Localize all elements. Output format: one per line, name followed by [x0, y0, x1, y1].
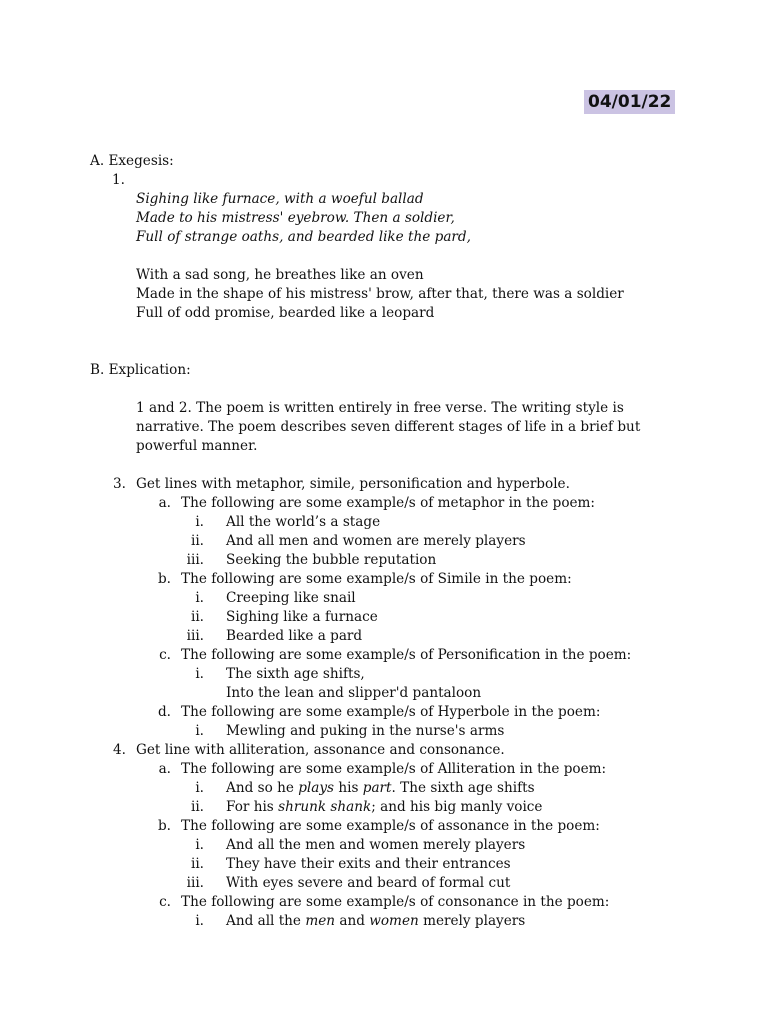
outline-subitem [90, 570, 690, 589]
outline-example [90, 589, 690, 608]
outline-example [90, 836, 690, 855]
outline-subitem-number: a. [158, 495, 171, 511]
outline-subitem [90, 760, 690, 779]
outline-example-text: And all the men and women merely players [226, 913, 526, 929]
outline-example [90, 874, 690, 893]
section-a-heading: A. Exegesis: [90, 153, 174, 169]
outline-example [90, 608, 690, 627]
outline-example-number: ii. [190, 856, 204, 872]
outline-subitem-number: a. [158, 761, 171, 777]
paraphrase-line: With a sad song, he breathes like an oven [136, 267, 424, 283]
outline-example [90, 912, 690, 931]
outline-example-text: Seeking the bubble reputation [226, 552, 437, 568]
outline-example [90, 665, 690, 684]
outline-example-number: ii. [190, 799, 204, 815]
outline-example-number: i. [195, 780, 204, 796]
outline-item [90, 741, 690, 760]
outline-subitem-text: The following are some example/s of Hyperbole in the poem: [181, 704, 601, 720]
outline-example [90, 855, 690, 874]
outline-subitem-number: c. [159, 894, 171, 910]
outline-example [90, 684, 690, 703]
outline-example-text: Sighing like a furnace [226, 609, 378, 625]
outline-example [90, 513, 690, 532]
outline-subitem [90, 703, 690, 722]
outline-example-number: i. [195, 514, 204, 530]
outline-example-number: i. [195, 666, 204, 682]
outline-example-number: i. [195, 837, 204, 853]
paraphrase-line: Made in the shape of his mistress' brow, after that, there was a soldier [136, 286, 624, 302]
explication-paragraph [90, 399, 690, 456]
paragraph-line: 1 and 2. The poem is written entirely in free verse. The writing style is [136, 400, 624, 416]
outline-example [90, 722, 690, 741]
outline-example [90, 627, 690, 646]
outline-subitem-text: The following are some example/s of Personification in the poem: [181, 647, 632, 663]
outline-subitem-text: The following are some example/s of consonance in the poem: [181, 894, 610, 910]
paragraph-line: narrative. The poem describes seven different stages of life in a brief but [136, 419, 641, 435]
outline-example-text: All the world’s a stage [226, 514, 381, 530]
outline-example-text: They have their exits and their entrances [226, 856, 511, 872]
outline-subitem-number: c. [159, 647, 171, 663]
outline-item-number: 3. [113, 476, 126, 492]
outline-example-number: ii. [190, 533, 204, 549]
outline-example-text: Mewling and puking in the nurse's arms [226, 723, 505, 739]
outline-subitem-text: The following are some example/s of metaphor in the poem: [181, 495, 596, 511]
outline-example-text: The sixth age shifts, [226, 666, 365, 682]
paraphrase-line: Full of odd promise, bearded like a leopard [136, 305, 435, 321]
quote-block [90, 190, 690, 323]
outline-example-number: iii. [186, 552, 204, 568]
outline-example-text: With eyes severe and beard of formal cut [226, 875, 511, 891]
document-body [90, 152, 690, 931]
outline-subitem [90, 646, 690, 665]
outline-example [90, 551, 690, 570]
outline-subitem [90, 893, 690, 912]
outline-example [90, 779, 690, 798]
outline-example-text: Creeping like snail [226, 590, 356, 606]
outline-example-number: ii. [190, 609, 204, 625]
section-a-item-number: 1. [112, 172, 125, 188]
outline-subitem [90, 494, 690, 513]
quote-line: Full of strange oaths, and bearded like the pard, [136, 229, 471, 245]
outline-example-text: And so he plays his part. The sixth age shifts [226, 780, 535, 796]
outline-example [90, 532, 690, 551]
outline-item-number: 4. [113, 742, 126, 758]
outline-subitem [90, 817, 690, 836]
outline-subitem-number: b. [157, 571, 171, 587]
outline-subitem-text: The following are some example/s of Alliteration in the poem: [181, 761, 607, 777]
outline-example-number: i. [195, 913, 204, 929]
outline-item [90, 475, 690, 494]
outline-subitem-number: b. [157, 818, 171, 834]
outline-subitem-text: The following are some example/s of assonance in the poem: [181, 818, 600, 834]
outline-example [90, 798, 690, 817]
outline-example-number: i. [195, 590, 204, 606]
outline-list [90, 475, 690, 931]
paragraph-line: powerful manner. [136, 438, 258, 454]
outline-example-number: iii. [186, 628, 204, 644]
outline-subitem-number: d. [157, 704, 171, 720]
outline-example-text: And all men and women are merely players [226, 533, 526, 549]
outline-example-number: i. [195, 723, 204, 739]
outline-item-text: Get lines with metaphor, simile, personification and hyperbole. [136, 476, 570, 492]
outline-subitem-text: The following are some example/s of Simile in the poem: [181, 571, 572, 587]
outline-example-number: iii. [186, 875, 204, 891]
quote-line: Sighing like furnace, with a woeful ballad [136, 191, 424, 207]
outline-example-text: Bearded like a pard [226, 628, 363, 644]
outline-example-text: And all the men and women merely players [226, 837, 526, 853]
date-label: 04/01/22 [584, 90, 675, 114]
outline-example-text: For his shrunk shank; and his big manly voice [226, 799, 543, 815]
section-b-heading: B. Explication: [90, 362, 191, 378]
outline-example-text: Into the lean and slipper'd pantaloon [226, 685, 482, 701]
outline-item-text: Get line with alliteration, assonance and consonance. [136, 742, 505, 758]
quote-line: Made to his mistress' eyebrow. Then a soldier, [136, 210, 455, 226]
